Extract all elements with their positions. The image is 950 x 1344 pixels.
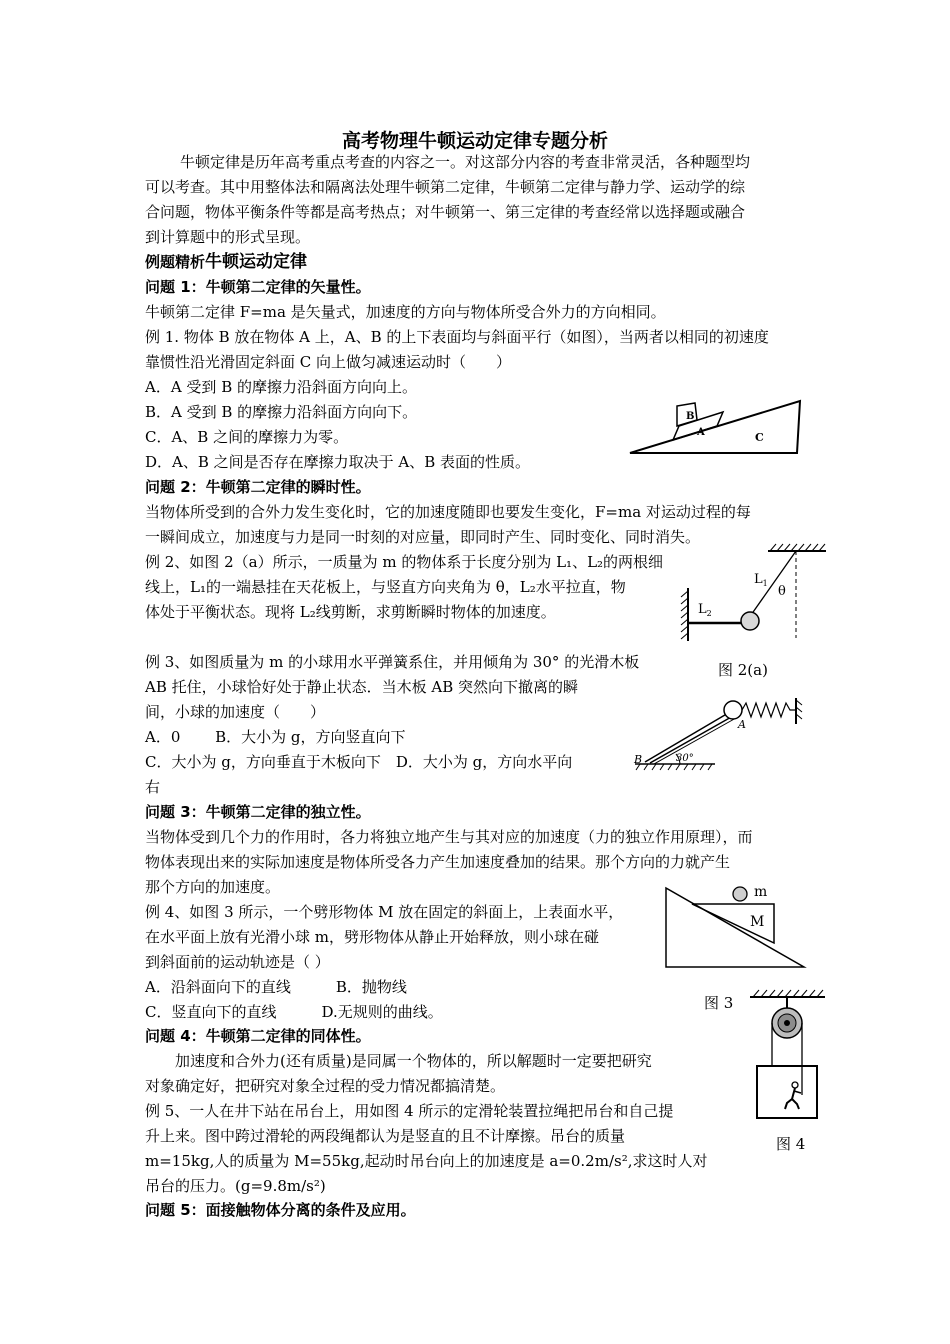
fig4-caption: 图 4: [776, 1135, 806, 1153]
ex3-line-1: 例 3、如图质量为 m 的小球用水平弹簧系住，并用倾角为 30° 的光滑木板: [145, 653, 640, 671]
ex5-line-1: 例 5、一人在井下站在吊台上，用如图 4 所示的定滑轮装置拉绳把吊台和自己提: [145, 1102, 674, 1120]
fig2-label-l1: $L_1$: [754, 572, 768, 588]
q1-example-line-2: 靠惯性沿光滑固定斜面 C 向上做匀减速运动时（ ）: [145, 353, 512, 371]
page-title: 高考物理牛顿运动定律专题分析: [341, 130, 608, 152]
ex2-line-2: 线上，L₁的一端悬挂在天花板上，与竖直方向夹角为 θ，L₂水平拉直，物: [145, 578, 626, 596]
q1-option-d: D．A、B 之间是否存在摩擦力取决于 A、B 表面的性质。: [145, 453, 531, 471]
ex4-line-1: 例 4、如图 3 所示，一个劈形物体 M 放在固定的斜面上，上表面水平，: [145, 903, 624, 921]
fig1-label-a: A: [697, 427, 705, 438]
q1-example-line-1: 例 1. 物体 B 放在物体 A 上，A、B 的上下表面均与斜面平行（如图），当两者以相同的初速度: [145, 328, 769, 346]
ex5-line-2: 升上来。图中跨过滑轮的两段绳都认为是竖直的且不计摩擦。吊台的质量: [145, 1127, 626, 1145]
intro-line-1: 牛顿定律是历年高考重点考查的内容之一。对这部分内容的考查非常灵活，各种题型均: [180, 153, 751, 171]
intro-line-2: 可以考查。其中用整体法和隔离法处理牛顿第二定律，牛顿第二定律与静力学、运动学的综: [145, 178, 746, 196]
ex3-line-2: AB 托住，小球恰好处于静止状态．当木板 AB 突然向下撤离的瞬: [145, 678, 579, 696]
pulley-figure: [745, 985, 830, 1125]
q5-heading: 问题 5：面接触物体分离的条件及应用。: [145, 1201, 416, 1219]
fig2-label-l2: $L_2$: [698, 602, 712, 618]
intro-line-4: 到计算题中的形式呈现。: [145, 228, 311, 246]
fig3-label-angle: 30°: [676, 753, 694, 764]
q3-heading: 问题 3：牛顿第二定律的独立性。: [145, 803, 371, 821]
ex5-line-3: m=15kg,人的质量为 M=55kg,起动时吊台向上的加速度是 a=0.2m/s²,求这时人对: [145, 1152, 708, 1170]
ex4-line-3: 到斜面前的运动轨迹是（ ）: [145, 953, 330, 971]
fig3-label-b: B: [634, 753, 643, 766]
q3-desc-line-2: 物体表现出来的实际加速度是物体所受各力产生加速度叠加的结果。那个方向的力就产生: [145, 853, 731, 871]
fig1-label-c: C: [755, 431, 764, 444]
q4-desc-line-1: 加速度和合外力(还有质量)是同属一个物体的，所以解题时一定要把研究: [145, 1052, 652, 1070]
ex3-options-line-2: C．大小为 g，方向垂直于木板向下 D．大小为 g，方向水平向: [145, 753, 573, 771]
section-heading-prefix: 例题精析: [145, 253, 206, 271]
q2-heading: 问题 2：牛顿第二定律的瞬时性。: [145, 478, 371, 496]
section-heading: [145, 252, 307, 272]
q1-heading: 问题 1：牛顿第二定律的矢量性。: [145, 278, 371, 296]
q1-desc: 牛顿第二定律 F=ma 是矢量式，加速度的方向与物体所受合外力的方向相同。: [145, 303, 666, 321]
fig3-caption: 图 3: [704, 994, 734, 1012]
ex5-line-4: 吊台的压力。(g=9.8m/s²): [145, 1177, 326, 1195]
ex3-options-line-1: A．0 B．大小为 g，方向竖直向下: [145, 728, 406, 746]
ex4-line-2: 在水平面上放有光滑小球 m，劈形物体从静止开始释放，则小球在碰: [145, 928, 599, 946]
fig4-label-m: m: [754, 884, 768, 900]
fig1-label-b: B: [686, 411, 695, 422]
q3-desc-line-1: 当物体受到几个力的作用时，各力将独立地产生与其对应的加速度（力的独立作用原理），而: [145, 828, 753, 846]
fig2-label-theta: θ: [778, 584, 786, 599]
q1-option-a: A．A 受到 B 的摩擦力沿斜面方向向上。: [145, 378, 417, 396]
q1-option-b: B．A 受到 B 的摩擦力沿斜面方向向下。: [145, 403, 418, 421]
spring-ball-figure: [630, 690, 805, 770]
ex2-line-3: 体处于平衡状态。现将 L₂线剪断，求剪断瞬时物体的加速度。: [145, 603, 556, 621]
fig4-label-big-m: M: [750, 914, 765, 930]
ex3-line-3: 间，小球的加速度（ ）: [145, 703, 326, 721]
fig2-caption: 图 2(a): [718, 661, 768, 679]
ex2-line-1: 例 2、如图 2（a）所示，一质量为 m 的物体系于长度分别为 L₁、L₂的两根细: [145, 553, 664, 571]
q3-desc-line-3: 那个方向的加速度。: [145, 878, 281, 896]
ex3-options-line-3: 右: [145, 778, 161, 796]
q2-desc-line-2: 一瞬间成立，加速度与力是同一时刻的对应量，即同时产生、同时变化、同时消失。: [145, 528, 701, 546]
q3-option-line-1: A．沿斜面向下的直线 B．抛物线: [145, 978, 407, 996]
pendulum-figure: [678, 543, 828, 643]
q3-option-line-2: C．竖直向下的直线 D.无规则的曲线。: [145, 1003, 443, 1021]
fig3-label-a: A: [738, 718, 746, 731]
intro-line-3: 合问题，物体平衡条件等都是高考热点；对牛顿第一、第三定律的考查经常以选择题或融合: [145, 203, 746, 221]
wedge-figure: [664, 880, 809, 970]
incline-blocks-figure: [625, 393, 805, 458]
q4-desc-line-2: 对象确定好，把研究对象全过程的受力情况都搞清楚。: [145, 1077, 506, 1095]
q4-heading: 问题 4：牛顿第二定律的同体性。: [145, 1027, 371, 1045]
section-heading-main: 牛顿运动定律: [205, 252, 308, 272]
q2-desc-line-1: 当物体所受到的合外力发生变化时，它的加速度随即也要发生变化，F=ma 对运动过程的每: [145, 503, 751, 521]
q1-option-c: C．A、B 之间的摩擦力为零。: [145, 428, 349, 446]
